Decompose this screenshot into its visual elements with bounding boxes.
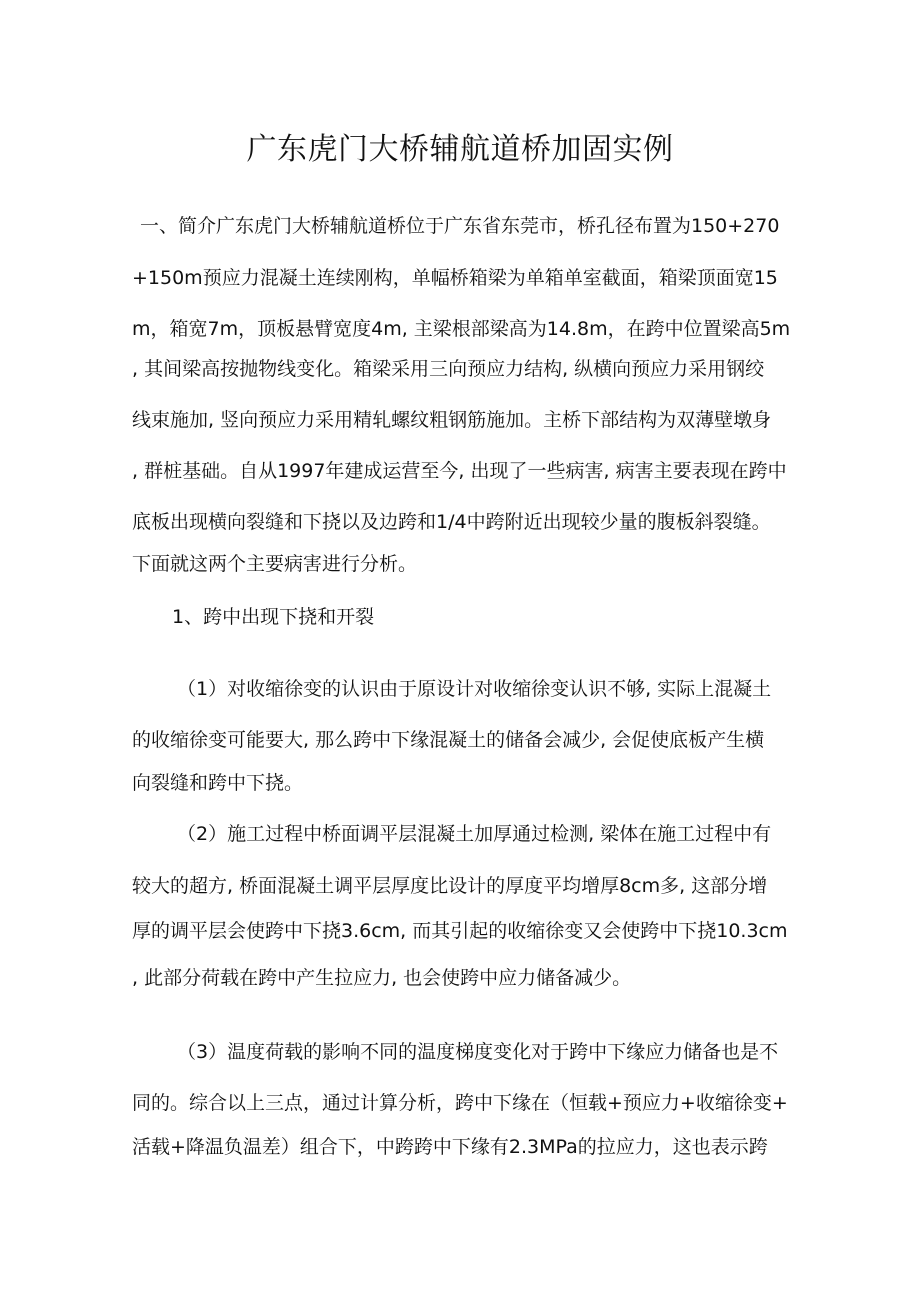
item3-line: 同的。综合以上三点，通过计算分析，跨中下缘在（恒载+预应力+收缩徐变+: [132, 1092, 788, 1114]
item2-line: , 此部分荷载在跨中产生拉应力, 也会使跨中应力储备减少。: [132, 967, 632, 989]
item2-line: 厚的调平层会使跨中下挠3.6cm, 而其引起的收缩徐变又会使跨中下挠10.3cm: [132, 920, 788, 942]
item3-line: （3）温度荷载的影响不同的温度梯度变化对于跨中下缘应力储备也是不: [177, 1041, 779, 1063]
intro-line: 线束施加, 竖向预应力采用精轧螺纹粗钢筋施加。主桥下部结构为双薄壁墩身: [132, 409, 772, 431]
intro-line: 底板出现横向裂缝和下挠以及边跨和1/4中跨附近出现较少量的腹板斜裂缝。: [132, 511, 771, 533]
section-heading: 1、跨中出现下挠和开裂: [172, 606, 375, 628]
item1-line: （1）对收缩徐变的认识由于原设计对收缩徐变认识不够, 实际上混凝土: [177, 678, 772, 700]
intro-line: m，箱宽7m，顶板悬臂宽度4m, 主梁根部梁高为14.8m，在跨中位置梁高5m: [132, 318, 791, 340]
intro-line: , 其间梁高按抛物线变化。箱梁采用三向预应力结构, 纵横向预应力采用钢绞: [132, 358, 765, 380]
item2-line: 较大的超方, 桥面混凝土调平层厚度比设计的厚度平均增厚8cm多, 这部分增: [132, 875, 768, 897]
item2-line: （2）施工过程中桥面调平层混凝土加厚通过检测, 梁体在施工过程中有: [177, 823, 772, 845]
item1-line: 向裂缝和跨中下挠。: [132, 772, 304, 794]
document-title: 广东虎门大桥辅航道桥加固实例: [246, 132, 674, 167]
item3-line: 活载+降温负温差）组合下，中跨跨中下缘有2.3MPa的拉应力，这也表示跨: [132, 1136, 768, 1158]
intro-line: 一、简介广东虎门大桥辅航道桥位于广东省东莞市，桥孔径布置为150+270: [140, 215, 780, 237]
item1-line: 的收缩徐变可能要大, 那么跨中下缘混凝土的储备会减少, 会促使底板产生横: [132, 729, 765, 751]
intro-line: , 群桩基础。自从1997年建成运营至今, 出现了一些病害, 病害主要表现在跨中: [132, 460, 787, 482]
intro-line: +150m预应力混凝土连续刚构，单幅桥箱梁为单箱单室截面，箱梁顶面宽15: [132, 267, 778, 289]
intro-line: 下面就这两个主要病害进行分析。: [132, 553, 418, 575]
